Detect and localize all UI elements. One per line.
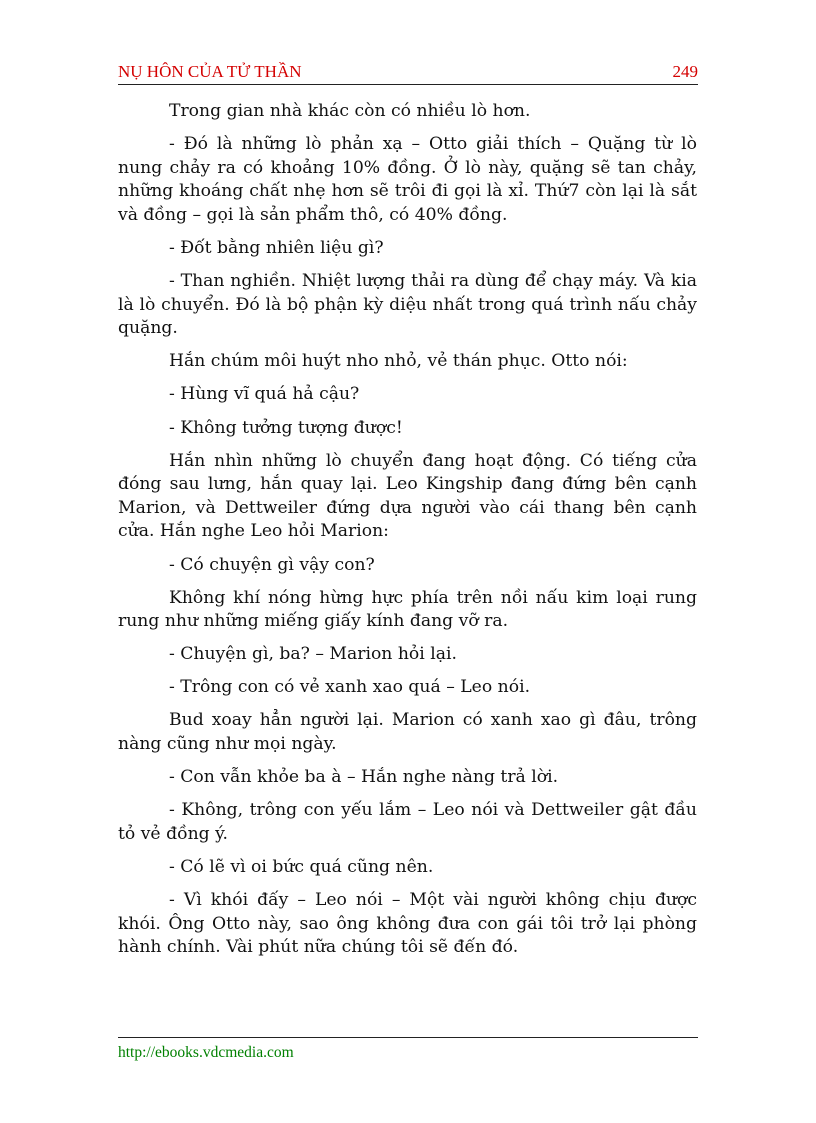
- paragraph: - Đó là những lò phản xạ – Otto giải thích – Quặng từ lò nung chảy ra có khoảng 10% đồng. Ở lò này, quặng sẽ tan chảy, những khoáng chất nhẹ hơn sẽ trôi đi gọi là xỉ. Thứ7 còn lại là sắt và đồng – gọi là sản phẩm thô, có 40% đồng.: [118, 134, 697, 225]
- paragraph: - Hùng vĩ quá hả cậu?: [169, 384, 360, 405]
- paragraph: - Chuyện gì, ba? – Marion hỏi lại.: [169, 644, 457, 665]
- paragraph: Bud xoay hẳn người lại. Marion có xanh xao gì đâu, trông nàng cũng như mọi ngày.: [118, 710, 697, 755]
- paragraph: Trong gian nhà khác còn có nhiều lò hơn.: [169, 101, 531, 121]
- paragraph: - Trông con có vẻ xanh xao quá – Leo nói.: [169, 677, 531, 698]
- page-number: 249: [672, 62, 698, 81]
- paragraph: - Vì khói đấy – Leo nói – Một vài người không chịu được khói. Ông Otto này, sao ông không đưa con gái tôi trở lại phòng hành chính. Vài phút nữa chúng tôi sẽ đến đó.: [118, 890, 697, 958]
- footer-link[interactable]: http://ebooks.vdcmedia.com: [118, 1044, 294, 1061]
- footer-divider: [118, 1037, 698, 1038]
- paragraph: Không khí nóng hừng hực phía trên nồi nấu kim loại rung rung như những miếng giấy kính đang vỡ ra.: [118, 587, 697, 632]
- paragraph: - Than nghiền. Nhiệt lượng thải ra dùng để chạy máy. Và kia là lò chuyển. Đó là bộ phận kỳ diệu nhất trong quá trình nấu chảy quặng.: [118, 271, 697, 339]
- paragraph: - Không tưởng tượng được!: [169, 417, 403, 438]
- paragraph: - Không, trông con yếu lắm – Leo nói và Dettweiler gật đầu tỏ vẻ đồng ý.: [118, 800, 697, 844]
- paragraph: - Có lẽ vì oi bức quá cũng nên.: [169, 856, 434, 877]
- book-title: NỤ HÔN CỦA TỬ THẦN: [118, 62, 302, 81]
- body-text: [118, 100, 697, 969]
- paragraph: - Đốt bằng nhiên liệu gì?: [169, 237, 384, 258]
- paragraph: Hắn nhìn những lò chuyển đang hoạt động. Có tiếng cửa đóng sau lưng, hắn quay lại. Leo Kingship đang đứng bên cạnh Marion, và Dettweiler đứng dựa người vào cái thang bên cạnh cửa. Hắn nghe Leo hỏi Marion:: [118, 450, 697, 542]
- paragraph: - Con vẫn khỏe ba à – Hắn nghe nàng trả lời.: [169, 767, 559, 788]
- paragraph: - Có chuyện gì vậy con?: [169, 554, 375, 575]
- paragraph: Hắn chúm môi huýt nho nhỏ, vẻ thán phục. Otto nói:: [169, 351, 628, 372]
- page-header: [118, 60, 698, 85]
